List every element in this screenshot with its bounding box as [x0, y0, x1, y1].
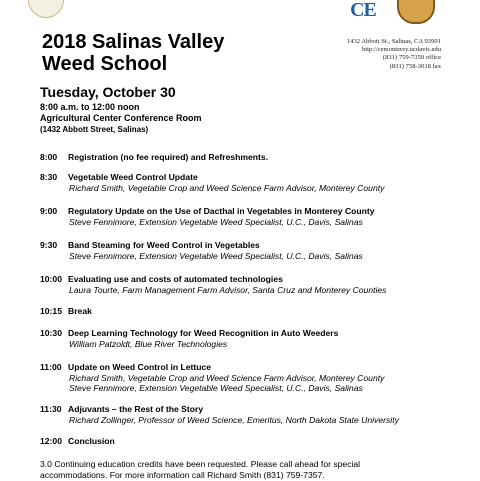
schedule-item-heading [40, 206, 375, 217]
schedule-item [40, 274, 386, 295]
schedule-title: Evaluating use and costs of automated technologies [68, 274, 283, 284]
schedule-speaker: Steve Fennimore, Extension Vegetable Weed Specialist, U.C., Davis, Salinas [69, 250, 363, 261]
schedule-item-heading [40, 362, 384, 373]
event-date: Tuesday, October 30 [40, 84, 176, 100]
schedule-time: 11:30 [40, 404, 62, 414]
address-fax: (831) 758-3018 fax [389, 62, 441, 70]
schedule-time: 9:30 [40, 240, 58, 250]
address-phone: (831) 759-7350 office [382, 54, 441, 62]
title-line-1: 2018 Salinas Valley [42, 31, 225, 53]
page-title [42, 31, 224, 75]
ce-logo: CE [350, 0, 376, 21]
schedule-item [40, 436, 115, 447]
uc-seal-logo [28, 0, 64, 18]
schedule-time: 12:00 [40, 436, 62, 446]
schedule-item-heading [40, 274, 386, 285]
schedule-item-heading [40, 436, 115, 447]
schedule-time: 8:30 [40, 172, 58, 182]
schedule-speaker: Steve Fennimore, Extension Vegetable Weed Specialist, U.C., Davis, Salinas [69, 216, 363, 227]
schedule-time: 10:30 [40, 328, 62, 338]
schedule-speaker: Steve Fennimore, Extension Vegetable Weed Specialist, U.C., Davis, Salinas [69, 383, 363, 394]
schedule-title: Adjuvants – the Rest of the Story [68, 404, 204, 414]
schedule-item [40, 328, 338, 349]
schedule-title: Band Steaming for Weed Control in Vegetables [68, 240, 260, 250]
footer-line-2: accommodations. For more information call Richard Smith (831) 759-7357. [40, 470, 325, 481]
event-location: Agricultural Center Conference Room [40, 113, 202, 123]
address-website-link[interactable]: http://cemonterey.ucdavis.edu [361, 46, 441, 54]
event-time: 8:00 a.m. to 12:00 noon [40, 102, 140, 112]
title-line-2: Weed School [42, 53, 168, 75]
footer-note [40, 459, 470, 481]
schedule-title: Regulatory Update on the Use of Dacthal in Vegetables in Monterey County [68, 206, 375, 216]
schedule-title: Registration (no fee required) and Refreshments. [68, 152, 269, 162]
schedule-item [40, 240, 363, 261]
schedule-item [40, 404, 399, 425]
footer-line-1: 3.0 Continuing education credits have been requested. Please call ahead for special [40, 459, 361, 469]
county-seal-logo [397, 0, 435, 24]
schedule-item-heading [40, 152, 268, 163]
schedule-time: 10:00 [40, 274, 62, 284]
schedule-title: Conclusion [68, 436, 115, 446]
schedule-title: Deep Learning Technology for Weed Recognition in Auto Weeders [68, 328, 339, 338]
schedule-speaker: William Patzoldt, Blue River Technologies [69, 338, 228, 349]
schedule-time: 9:00 [40, 206, 58, 216]
schedule-speaker: Richard Smith, Vegetable Crop and Weed Science Farm Advisor, Monterey County [69, 372, 385, 383]
schedule-speaker: Laura Tourte, Farm Management Farm Advisor, Santa Cruz and Monterey Counties [69, 284, 387, 295]
schedule-speaker: Richard Smith, Vegetable Crop and Weed Science Farm Advisor, Monterey County [69, 182, 385, 193]
address-street: 1432 Abbott St., Salinas, CA 93901 [346, 38, 441, 45]
schedule-item-heading [40, 172, 384, 183]
schedule-title: Vegetable Weed Control Update [68, 172, 198, 182]
schedule-item-heading [40, 404, 399, 415]
schedule-title: Update on Weed Control in Lettuce [68, 362, 212, 372]
schedule-item [40, 206, 375, 227]
schedule-item [40, 362, 384, 394]
schedule-time: 10:15 [40, 306, 62, 316]
contact-address-block [335, 38, 441, 71]
schedule-item-heading [40, 240, 363, 251]
schedule-item-heading [40, 306, 92, 317]
schedule-item [40, 172, 384, 193]
schedule-item [40, 152, 268, 163]
schedule-time: 8:00 [40, 152, 58, 162]
schedule-title: Break [68, 306, 92, 316]
schedule-item-heading [40, 328, 338, 339]
event-location-address: (1432 Abbott Street, Salinas) [40, 125, 149, 134]
schedule-speaker: Richard Zollinger, Professor of Weed Science, Emeritus, North Dakota State University [69, 414, 399, 425]
schedule-item [40, 306, 92, 317]
event-details [40, 102, 202, 135]
schedule-time: 11:00 [40, 362, 62, 372]
